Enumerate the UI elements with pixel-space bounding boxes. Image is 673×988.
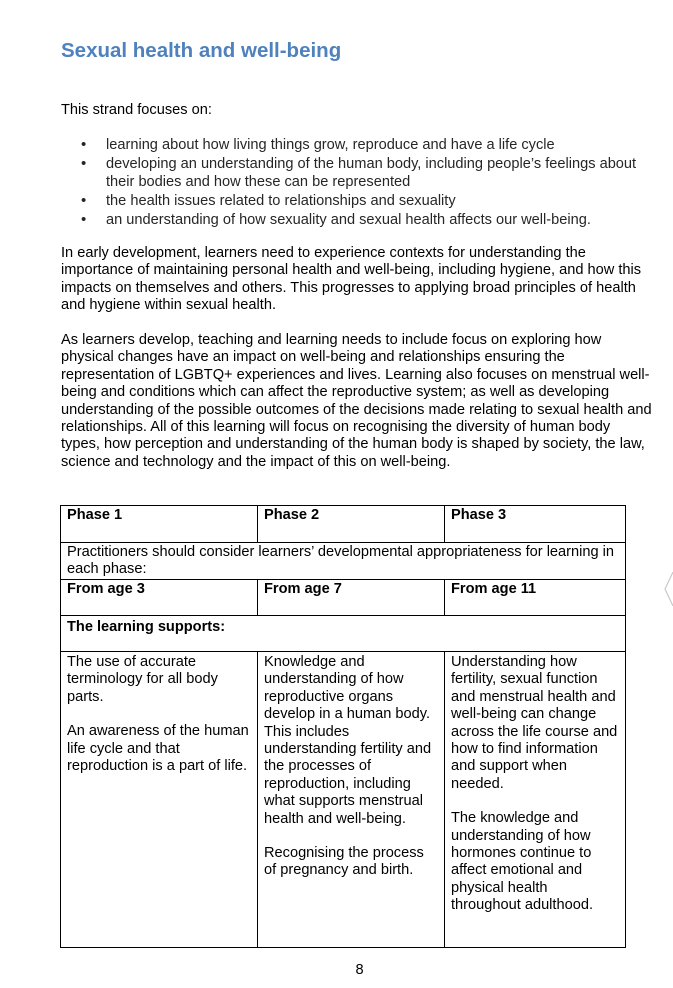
page-tab-icon[interactable]: [663, 572, 673, 606]
table-note: Practitioners should consider learners’ developmental appropriateness for learning in each phase:: [60, 542, 626, 580]
bullet-icon: •: [81, 192, 87, 209]
table-supports-heading: The learning supports:: [60, 615, 626, 652]
list-item: • learning about how living things grow, reproduce and have a life cycle: [81, 136, 555, 153]
table-header-phase-2: Phase 2: [257, 505, 445, 543]
list-item: • an understanding of how sexuality and sexual health affects our well-being.: [81, 211, 591, 228]
bullet-icon: •: [81, 155, 87, 172]
content-paragraph: The use of accurate terminology for all body parts.: [67, 654, 218, 705]
table-header-phase-1: Phase 1: [60, 505, 258, 543]
table-content-phase-3: [444, 651, 626, 948]
table-header-phase-3: Phase 3: [444, 505, 626, 543]
list-item: • developing an understanding of the human body, including people’s feelings about their bodies and how these can be represented: [81, 155, 637, 190]
bullet-icon: •: [81, 211, 87, 228]
table-age-phase-3: From age 11: [444, 579, 626, 616]
page-number: 8: [355, 962, 364, 978]
table-age-phase-2: From age 7: [257, 579, 445, 616]
list-item: • the health issues related to relationships and sexuality: [81, 192, 456, 209]
content-paragraph: An awareness of the human life cycle and that reproduction is a part of life.: [67, 723, 249, 775]
content-paragraph: The knowledge and understanding of how hormones continue to affect emotional and physical health throughout adulthood.: [451, 810, 594, 914]
page-title: Sexual health and well-being: [61, 39, 342, 62]
content-paragraph: Knowledge and understanding of how reproductive organs develop in a human body. This includes understanding fertility and the processes of reproduction, including what supports menstrual health and well-being.: [264, 654, 432, 827]
table-content-phase-2: [257, 651, 445, 948]
content-paragraph: Understanding how fertility, sexual function and menstrual health and well-being can change across the life course and how to find information and support when needed.: [451, 654, 618, 792]
paragraph-early-development: In early development, learners need to experience contexts for understanding the importance of maintaining personal health and well-being, including hygiene, and how this impacts on themselves and others. This progresses to applying broad principles of health and hygiene within sexual health.: [61, 245, 642, 314]
bullet-icon: •: [81, 136, 87, 153]
paragraph-learners-develop: As learners develop, teaching and learning needs to include focus on exploring how physical changes have an impact on well-being and relationships ensuring the representation of LGBTQ+ experiences and lives. Learning also focuses on menstrual well-being and conditions which can affect the reproductive system; as well as developing understanding of the possible outcomes of the decisions made relating to sexual health and relationships. All of this learning will focus on recognising the diversity of human body types, how perception and understanding of the human body is shaped by society, the law, science and technology and the impact of this on well-being.: [61, 332, 652, 470]
focus-list: [78, 136, 668, 230]
table-age-phase-1: From age 3: [60, 579, 258, 616]
table-content-phase-1: [60, 651, 258, 948]
intro-text: This strand focuses on:: [61, 102, 212, 118]
content-paragraph: Recognising the process of pregnancy and birth.: [264, 845, 424, 879]
